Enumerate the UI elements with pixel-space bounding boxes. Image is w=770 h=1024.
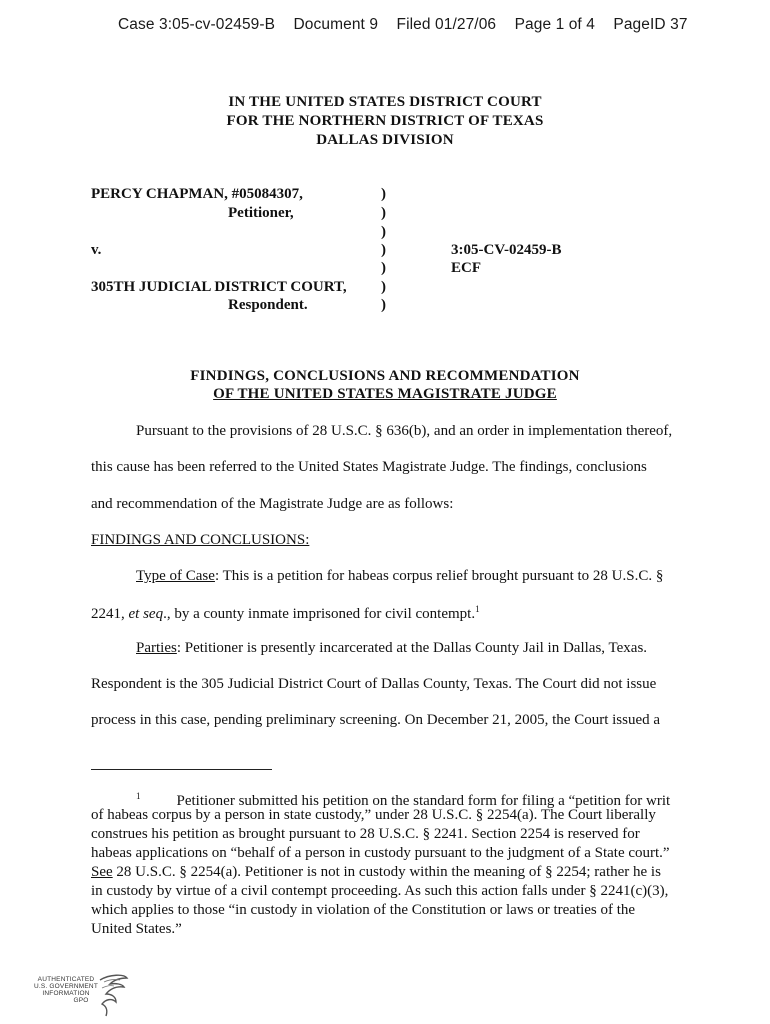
type-of-case-text: : This is a petition for habeas corpus relief brought pursuant to 28 U.S.C. §	[214, 568, 664, 584]
footnote-line7: which applies to those “in custody in violation of the Constitution or laws or treaties of the	[91, 902, 636, 918]
footnote-line2: of habeas corpus by a person in state custody,” under 28 U.S.C. § 2254(a). The Court liberally	[91, 807, 656, 823]
gpo-logo-line2: U.S. GOVERNMENT	[33, 983, 99, 990]
parties-line1	[136, 640, 647, 657]
caption-paren: )	[381, 297, 386, 313]
petitioner-role: Petitioner,	[228, 205, 294, 221]
footnote-l5-text: 28 U.S.C. § 2254(a). Petitioner is not in custody within the meaning of § 2254; rather he is	[112, 864, 661, 880]
footnote-divider	[91, 769, 272, 770]
court-heading-line1: IN THE UNITED STATES DISTRICT COURT	[228, 94, 542, 110]
case-number-header: Case 3:05-cv-02459-B	[118, 16, 276, 33]
caption-paren: )	[381, 186, 386, 202]
document-title-line1: FINDINGS, CONCLUSIONS AND RECOMMENDATION	[190, 368, 580, 384]
gpo-logo-text	[30, 976, 102, 1004]
footnote-reference[interactable]: 1	[475, 604, 480, 614]
gpo-authentication-logo	[30, 972, 130, 1018]
section-heading: FINDINGS AND CONCLUSIONS:	[91, 532, 310, 548]
type-of-case-l2a: 2241,	[91, 606, 129, 622]
parties-text: : Petitioner is presently incarcerated at the Dallas County Jail in Dallas, Texas.	[176, 640, 648, 656]
respondent-name: 305TH JUDICIAL DISTRICT COURT,	[91, 279, 347, 295]
caption-paren: )	[381, 224, 386, 240]
footnote-line3: construes his petition as brought pursuant to 28 U.S.C. § 2241. Section 2254 is reserved for	[91, 826, 640, 842]
type-of-case-line1	[136, 568, 663, 585]
gpo-logo-line4: GPO	[73, 997, 89, 1004]
paragraph-1-line3: and recommendation of the Magistrate Judge are as follows:	[91, 496, 454, 512]
footnote-line8: United States.”	[91, 921, 182, 937]
petitioner-name: PERCY CHAPMAN, #05084307,	[91, 186, 303, 202]
parties-line3: process in this case, pending preliminary screening. On December 21, 2005, the Court issued a	[91, 712, 661, 728]
gpo-logo-line1: AUTHENTICATED	[37, 976, 95, 983]
footnote-line4: habeas applications on “behalf of a person in custody pursuant to the judgment of a State court.”	[91, 845, 670, 861]
document-title-line2: OF THE UNITED STATES MAGISTRATE JUDGE	[213, 386, 557, 402]
gpo-logo-line3: INFORMATION	[42, 990, 90, 997]
versus: v.	[91, 242, 102, 258]
ecf-label: ECF	[451, 260, 481, 276]
caption-paren: )	[381, 205, 386, 221]
respondent-role: Respondent.	[228, 297, 308, 313]
case-number: 3:05-CV-02459-B	[451, 242, 562, 258]
parties-line2: Respondent is the 305 Judicial District Court of Dallas County, Texas. The Court did not issue	[91, 676, 657, 692]
document-number: Document 9	[293, 16, 379, 33]
footnote-number: 1	[136, 791, 141, 801]
caption-paren: )	[381, 260, 386, 276]
page-indicator: Page 1 of 4	[514, 16, 595, 33]
type-of-case-l2b: ., by a county inmate imprisoned for civil contempt.	[163, 606, 476, 622]
see-signal: See	[91, 864, 113, 880]
paragraph-1-line1: Pursuant to the provisions of 28 U.S.C. § 636(b), and an order in implementation thereof,	[136, 423, 673, 439]
court-heading-line2: FOR THE NORTHERN DISTRICT OF TEXAS	[226, 113, 544, 129]
page-id: PageID 37	[613, 16, 688, 33]
filing-header	[118, 16, 702, 34]
caption-paren: )	[381, 242, 386, 258]
eagle-icon	[96, 972, 130, 1018]
footnote-line5	[91, 863, 661, 882]
filed-date: Filed 01/27/06	[396, 16, 497, 33]
footnote-l1-text: Petitioner submitted his petition on the standard form for filing a “petition for writ	[176, 793, 671, 809]
parties-label: Parties	[136, 640, 177, 656]
paragraph-1-line2: this cause has been referred to the United States Magistrate Judge. The findings, conclusions	[91, 459, 647, 475]
caption-paren: )	[381, 279, 386, 295]
et-seq: et seq	[128, 606, 164, 622]
footnote-line6: in custody by virtue of a civil contempt proceeding. As such this action falls under § 2241(c)(3),	[91, 883, 669, 899]
type-of-case-line2	[91, 604, 480, 623]
court-heading-line3: DALLAS DIVISION	[316, 132, 454, 148]
type-of-case-label: Type of Case	[136, 568, 215, 584]
